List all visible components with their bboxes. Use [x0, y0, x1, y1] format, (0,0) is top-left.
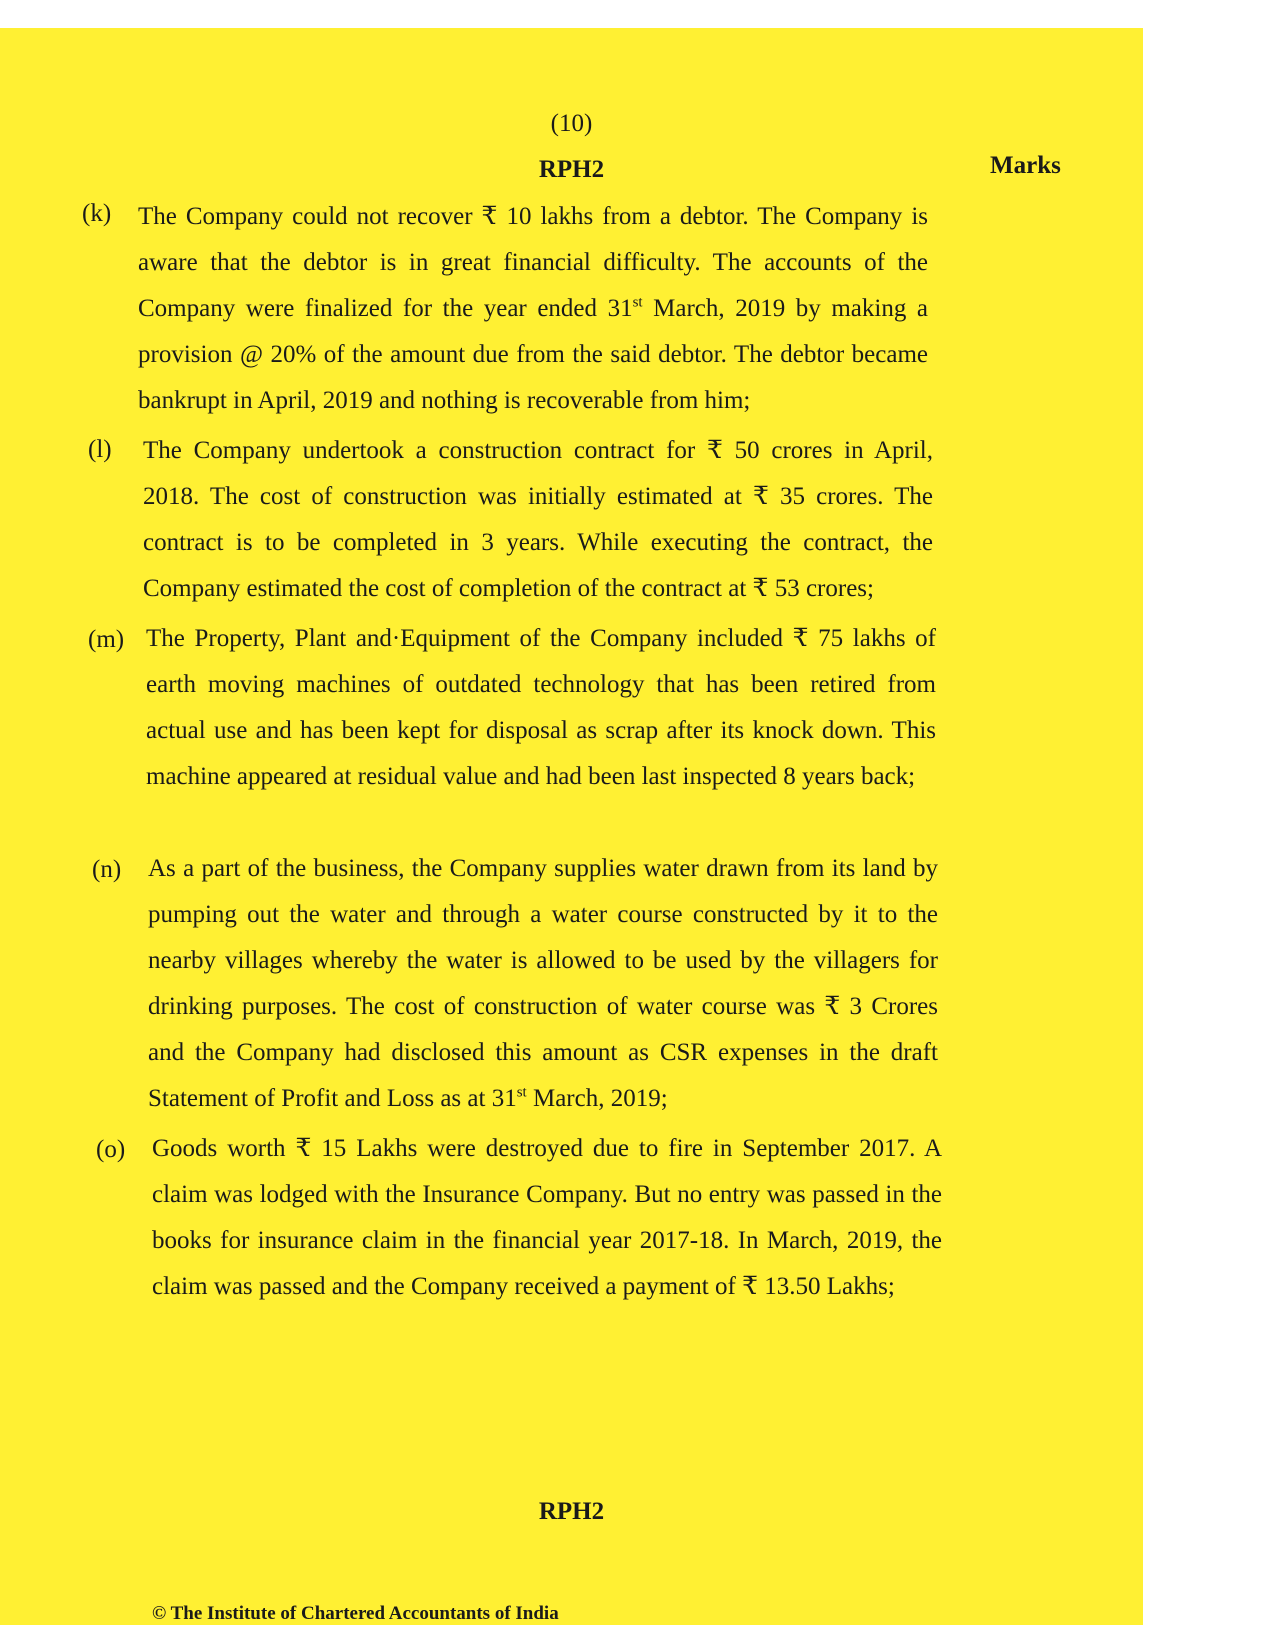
paper-code-header: RPH2: [538, 156, 605, 183]
question-text: Goods worth ₹ 15 Lakhs were destroyed due to fire in September 2017. A claim was lodged with the Insurance Company. But no entry was passed in the books for insurance claim in the financial year 2017-18. In March, 2019, the claim was passed and the Company received a payment of ₹ 13.50 Lakhs;: [152, 1135, 942, 1300]
question-label: (l): [88, 436, 112, 463]
question-paper-page: [0, 28, 1143, 1625]
question-label: (k): [82, 200, 112, 227]
question-text: The Property, Plant and·Equipment of the Company included ₹ 75 lakhs of earth moving machines of outdated technology that has been retired from actual use and has been kept for disposal as scrap after its knock down. This machine appeared at residual value and had been last inspected 8 years back;: [146, 625, 936, 790]
copyright-notice: © The Institute of Chartered Accountants of India: [152, 1603, 559, 1624]
page-number: (10): [550, 110, 593, 137]
question-label: (n): [92, 856, 122, 883]
question-text: As a part of the business, the Company supplies water drawn from its land by pumping out the water and through a water course constructed by it to the nearby villages whereby the water is allowed to be used by the villagers for drinking purposes. The cost of construction of water course was ₹ 3 Crores and the Company had disclosed this amount as CSR expenses in the draft Statement of Profit and Loss as at 31st March, 2019;: [148, 855, 938, 1112]
question-text: The Company could not recover ₹ 10 lakhs from a debtor. The Company is aware that the debtor is in great financial difficulty. The accounts of the Company were finalized for the year ended 31st March, 2019 by making a provision @ 20% of the amount due from the said debtor. The debtor became bankrupt in April, 2019 and nothing is recoverable from him;: [138, 203, 928, 414]
paper-code-footer: RPH2: [538, 1498, 605, 1525]
question-label: (o): [96, 1136, 126, 1163]
question-text: The Company undertook a construction contract for ₹ 50 crores in April, 2018. The cost of construction was initially estimated at ₹ 35 crores. The contract is to be completed in 3 years. While executing the contract, the Company estimated the cost of completion of the contract at ₹ 53 crores;: [143, 437, 933, 602]
question-label: (m): [88, 626, 125, 653]
marks-heading: Marks: [990, 152, 1061, 179]
